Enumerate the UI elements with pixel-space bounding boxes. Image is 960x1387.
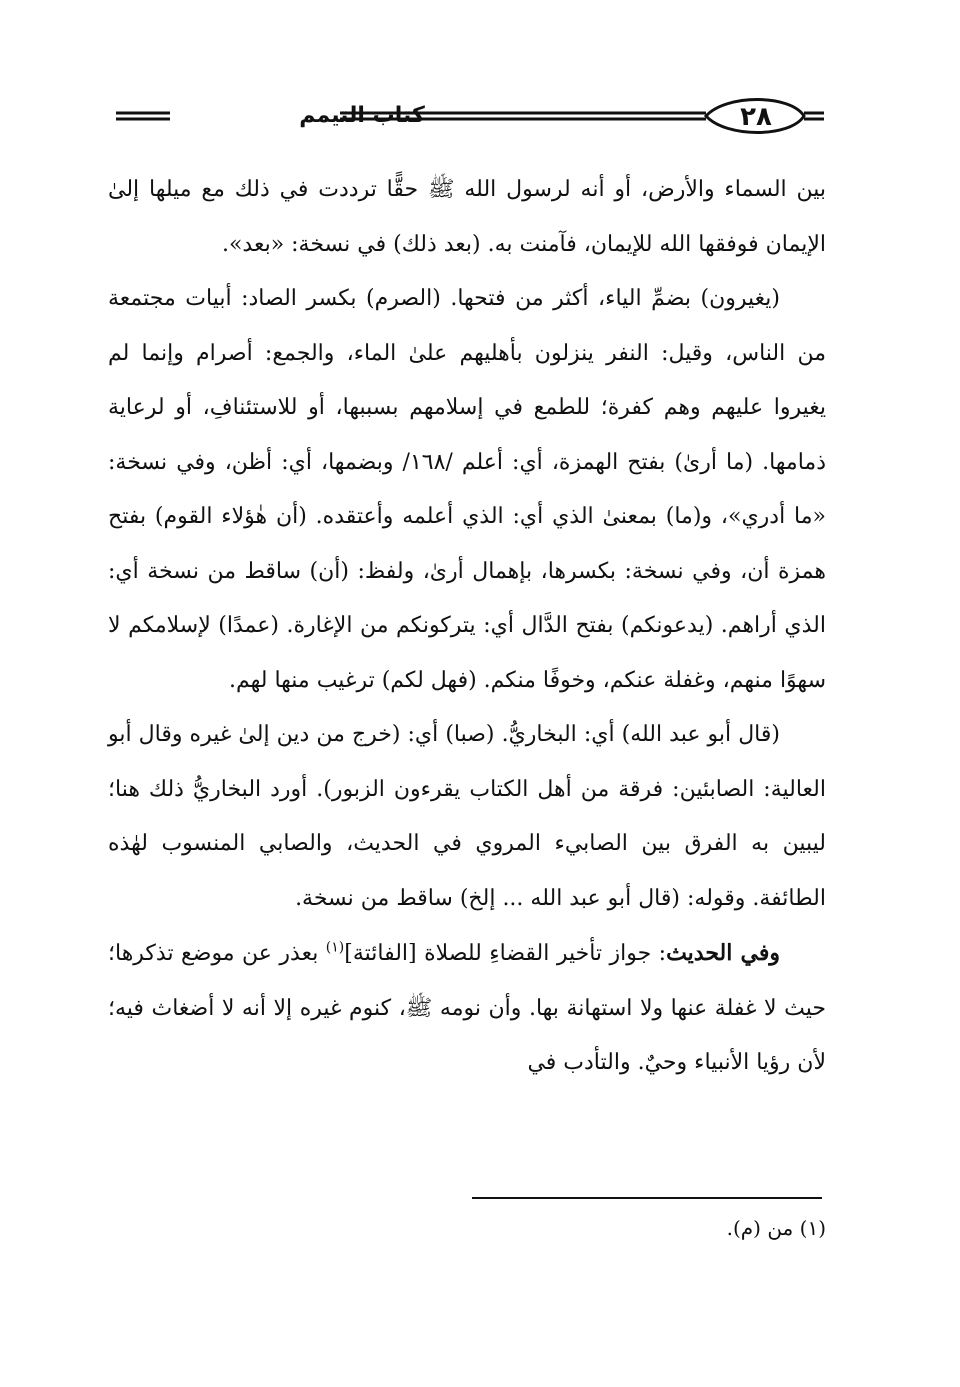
running-title: كتاب التيمم	[299, 103, 425, 128]
paragraph-4-lead: وفي الحديث	[666, 940, 780, 966]
main-text	[108, 163, 826, 1091]
footnote-marker: (١)	[325, 939, 345, 956]
paragraph-1: بين السماء والأرض، أو أنه لرسول الله ﷺ حقًّا ترددت في ذلك مع ميلها إلىٰ الإيمان فوفقها الله للإيمان، فآمنت به. (بعد ذلك) في نسخة: «بعد».	[108, 177, 826, 257]
footnote: (١) من (م).	[726, 1216, 826, 1240]
footnote-separator	[472, 1197, 822, 1199]
paragraph-2: (يغيرون) بضمِّ الياء، أكثر من فتحها. (الصرم) بكسر الصاد: أبيات مجتمعة من الناس، وقيل: النفر ينزلون بأهليهم علىٰ الماء، والجمع: أصرام وإنما لم يغيروا عليهم وهم كفرة؛ للطمع في إسلامهم بسببها، أو للاستئنافِ، أو لرعاية ذمامها. (ما أرىٰ) بفتح الهمزة، أي: أعلم /١٦٨/ وبضمها، أي: أظن، وفي نسخة: «ما أدري»، و(ما) بمعنىٰ الذي أي: الذي أعلمه وأعتقده. (أن هٰؤلاء القوم) بفتح همزة أن، وفي نسخة: بكسرها، بإهمال أرىٰ، ولفظ: (أن) ساقط من نسخة أي: الذي أراهم. (يدعونكم) بفتح الدَّال أي: يتركونكم من الإغارة. (عمدًا) لإسلامكم لا سهوًا منهم، وغفلة عنكم، وخوفًا منكم. (فهل لكم) ترغيب منها لهم.	[108, 286, 827, 693]
page-header	[108, 88, 826, 148]
paragraph-4-text-a: : جواز تأخير القضاءِ للصلاة [الفائتة]	[344, 941, 667, 966]
paragraph-4-text-b: بعذر عن موضع تذكرها؛ حيث لا غفلة عنها ولا استهانة بها. وأن نومه ﷺ، كنوم غيره إلا أنه لا أضغاث فيه؛ لأن رؤيا الأنبياء وحيٌ. والتأدب في	[108, 941, 826, 1075]
page-number: ٢٨	[740, 102, 772, 132]
paragraph-4	[108, 926, 826, 1091]
paragraph-3: (قال أبو عبد الله) أي: البخاريُّ. (صبا) أي: (خرج من دين إلىٰ غيره وقال أبو العالية: الصابئين: فرقة من أهل الكتاب يقرءون الزبور). أورد البخاريُّ ذلك هنا؛ ليبين به الفرق بين الصابيء المروي في الحديث، والصابي المنسوب لهٰذه الطائفة. وقوله: (قال أبو عبد الله ... إلخ) ساقط من نسخة.	[108, 722, 826, 911]
